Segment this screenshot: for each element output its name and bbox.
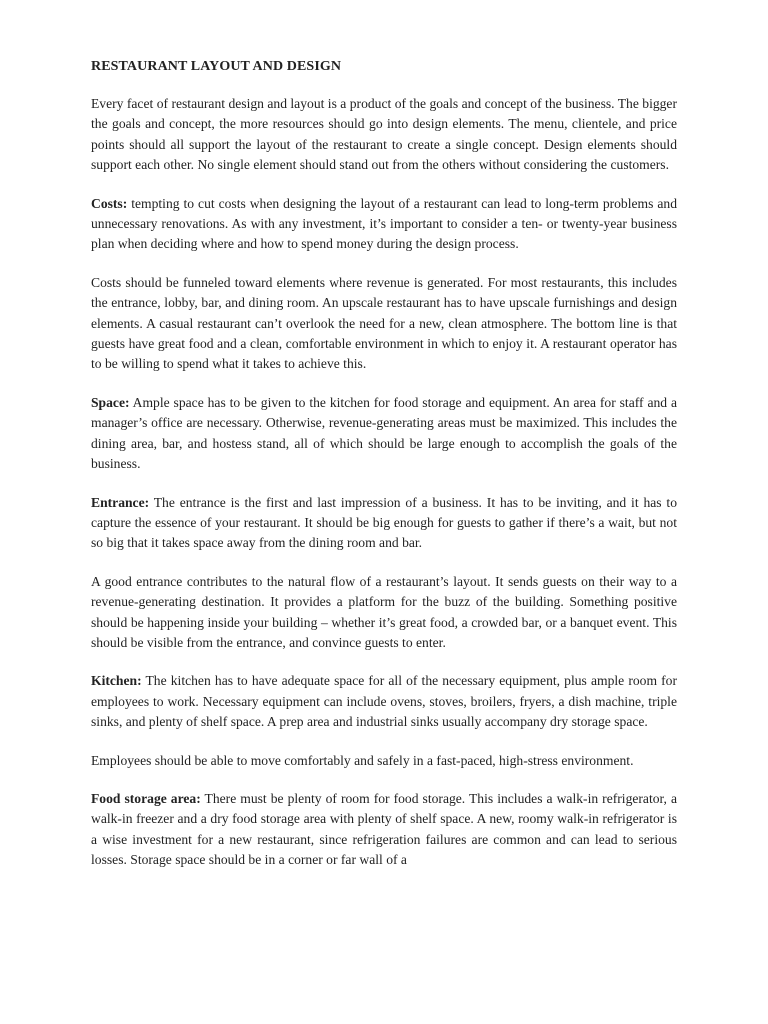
paragraph-intro <box>91 94 677 176</box>
paragraph-text: Costs should be funneled toward elements where revenue is generated. For most restaurants, this includes the entrance, lobby, bar, and dining room. An upscale restaurant has to have upscale furnishings and design elements. A casual restaurant can’t overlook the need for a new, clean atmosphere. The bottom line is that guests have great food and a clean, comfortable environment in which to enjoy it. A restaurant operator has to be willing to spend what it takes to achieve this. <box>91 274 677 372</box>
paragraph-text: The kitchen has to have adequate space for all of the necessary equipment, plus ample room for employees to work. Necessary equipment can include ovens, stoves, broilers, fryers, a dish machine, triple sinks, and plenty of shelf space. A prep area and industrial sinks usually accompany dry storage space. <box>91 673 677 730</box>
paragraph-space <box>91 393 677 475</box>
paragraph-text: tempting to cut costs when designing the layout of a restaurant can lead to long-term problems and unnecessary renovations. As with any investment, it’s important to consider a ten- or twenty-year business plan when deciding where and how to spend money during the design process. <box>91 195 677 252</box>
paragraph-entrance-continued <box>91 572 677 654</box>
paragraph-kitchen-continued <box>91 751 677 771</box>
paragraph-text: Every facet of restaurant design and layout is a product of the goals and concept of the business. The bigger the goals and concept, the more resources should go into design elements. The menu, clientele, and price points should all support the layout of the restaurant to create a single concept. Design elements should support each other. No single element should stand out from the others without considering the customers. <box>91 96 677 173</box>
paragraph-text: A good entrance contributes to the natural flow of a restaurant’s layout. It sends guests on their way to a revenue-generating destination. It provides a platform for the buzz of the building. Something positive should be happening inside your building – whether it’s great food, a crowded bar, or a banquet event. This should be visible from the entrance, and convince guests to enter. <box>91 573 677 650</box>
paragraph-lead: Food storage area: <box>91 790 201 806</box>
paragraph-lead: Kitchen: <box>91 673 142 689</box>
paragraph-food-storage <box>91 789 677 871</box>
paragraph-costs <box>91 194 677 255</box>
paragraph-text: The entrance is the first and last impression of a business. It has to be inviting, and it has to capture the essence of your restaurant. It should be big enough for guests to gather if there’s a wait, but not so big that it takes space away from the dining room and bar. <box>91 494 677 551</box>
paragraph-lead: Entrance: <box>91 494 150 510</box>
paragraph-text: Employees should be able to move comfortably and safely in a fast-paced, high-stress environment. <box>91 752 634 768</box>
paragraph-entrance <box>91 493 677 554</box>
paragraph-lead: Space: <box>91 394 130 410</box>
paragraph-costs-continued <box>91 273 677 375</box>
paragraph-lead: Costs: <box>91 195 128 211</box>
paragraph-kitchen <box>91 671 677 732</box>
paragraph-text: There must be plenty of room for food storage. This includes a walk-in refrigerator, a walk-in freezer and a dry food storage area with plenty of shelf space. A new, roomy walk-in refrigerator is a wise investment for a new restaurant, since refrigeration failures are common and can lead to serious losses. Storage space should be in a corner or far wall of a <box>91 790 677 868</box>
document-title: RESTAURANT LAYOUT AND DESIGN <box>91 59 342 74</box>
paragraph-text: Ample space has to be given to the kitchen for food storage and equipment. An area for staff and a manager’s office are necessary. Otherwise, revenue-generating areas must be maximized. This includes the dining area, bar, and hostess stand, all of which should be large enough to accomplish the goals of the business. <box>91 394 677 472</box>
